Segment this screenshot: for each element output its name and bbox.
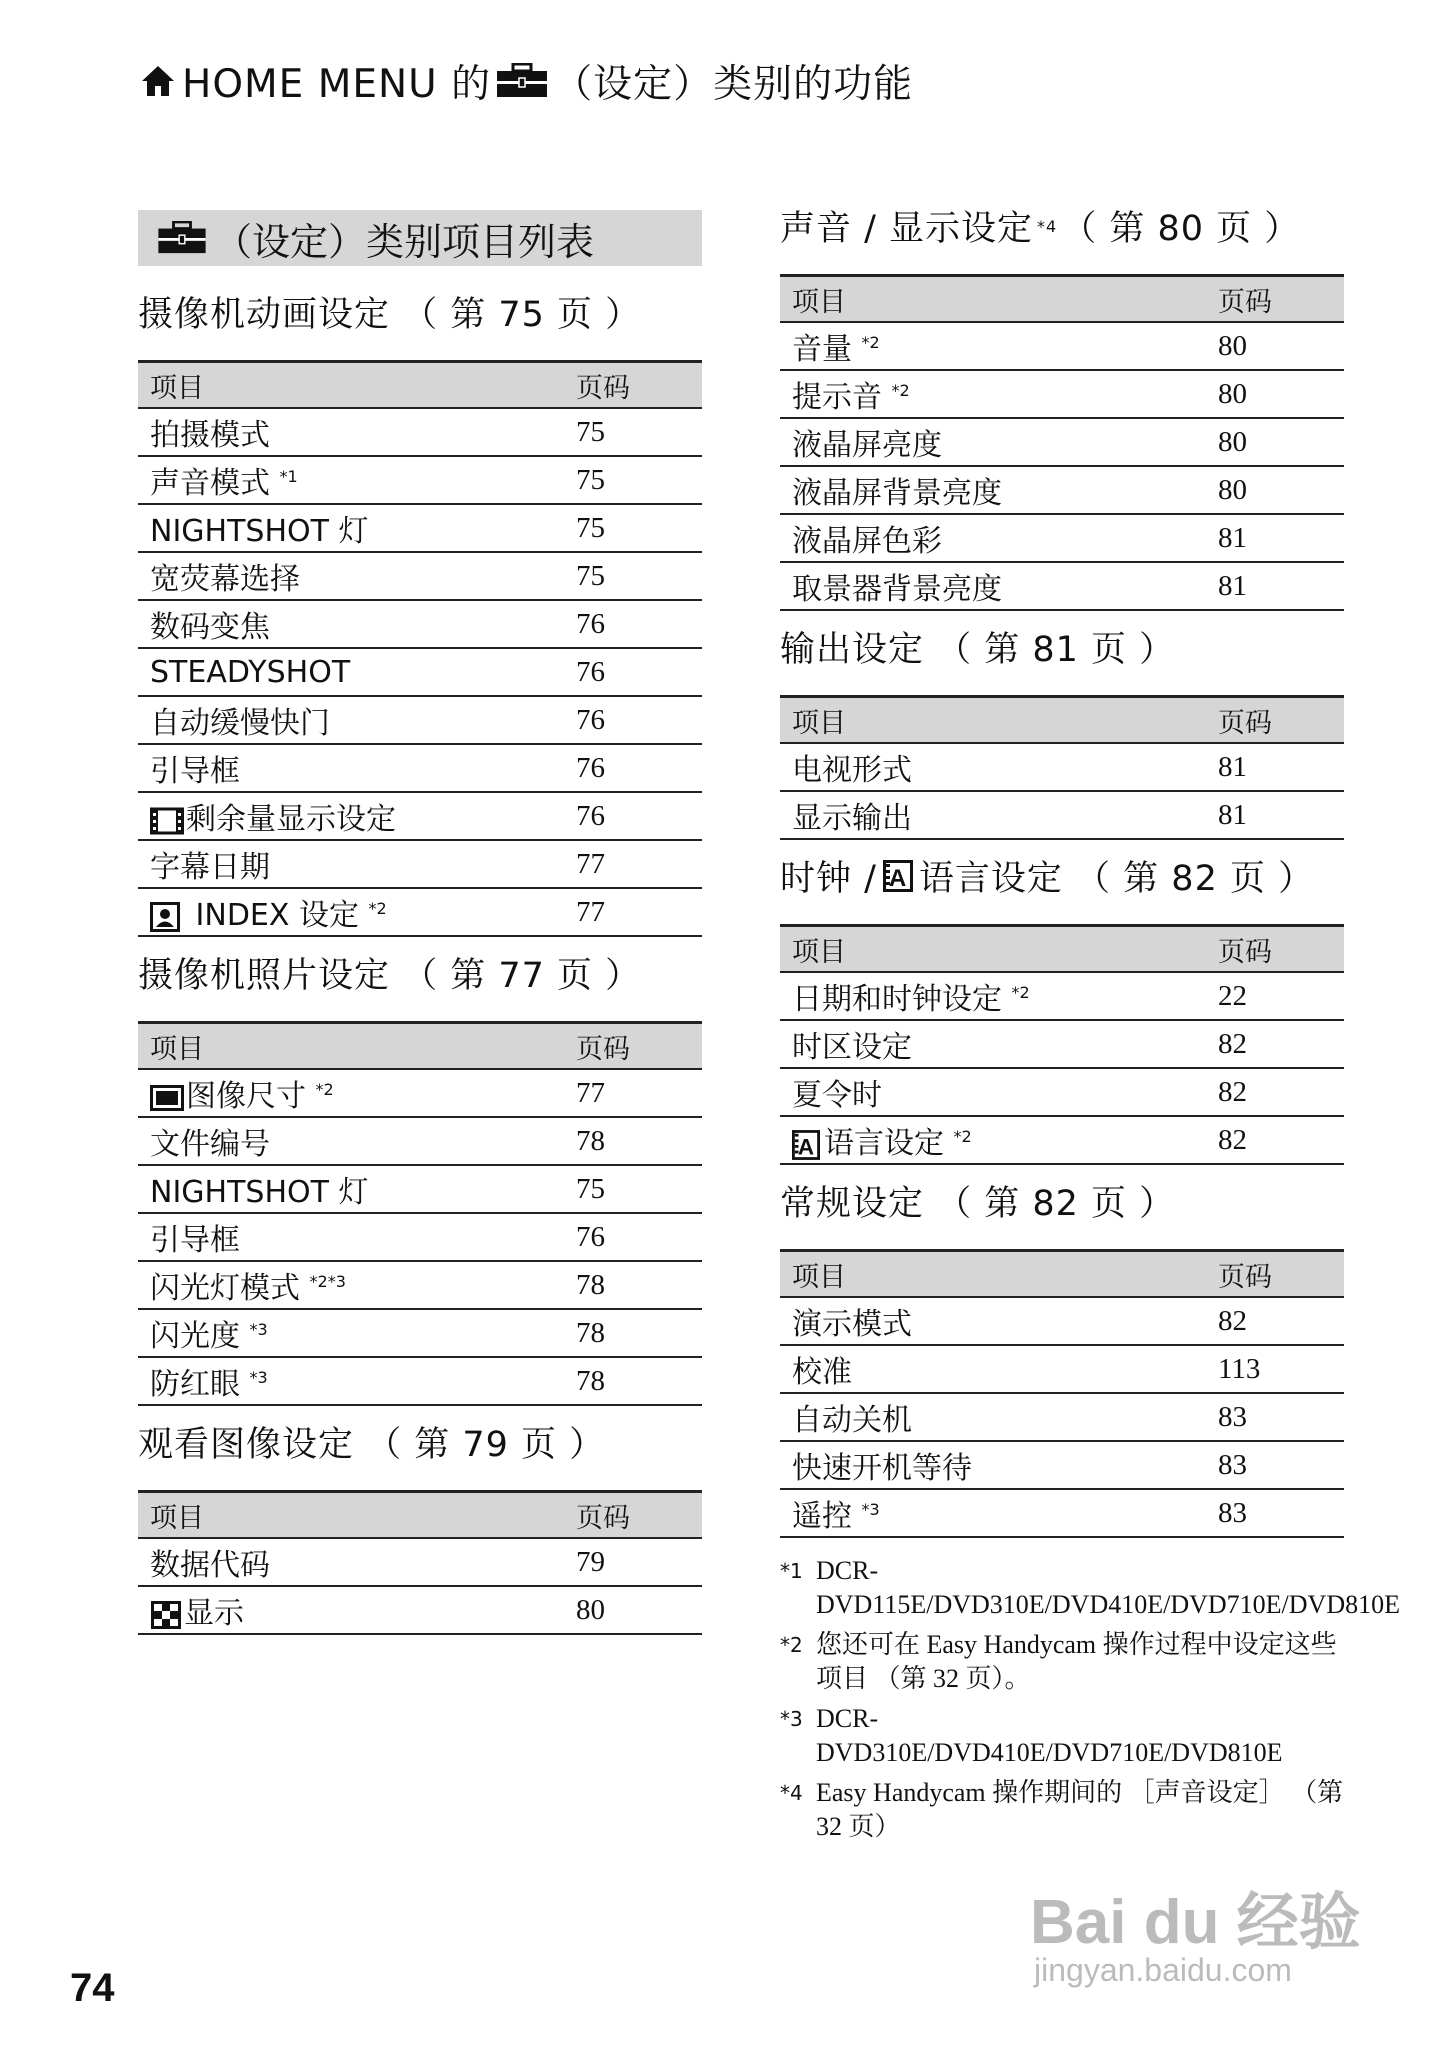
col-header-page: 页码 — [576, 1492, 702, 1539]
toolbox-icon — [495, 63, 549, 99]
col-header-item: 项目 — [138, 1023, 576, 1070]
table-output — [780, 695, 1344, 840]
footnote-ref: *3 — [249, 1320, 268, 1339]
col-header-page: 页码 — [1218, 697, 1344, 744]
table-row: 液晶屏亮度 80 — [780, 418, 1344, 466]
table-row: 电视形式 81 — [780, 743, 1344, 791]
page-number: 74 — [70, 1966, 115, 2010]
watermark-brand: Bai du 经验 — [1030, 1888, 1361, 1957]
table-general — [780, 1249, 1344, 1538]
table-row: 演示模式 82 — [780, 1297, 1344, 1345]
table-row: NIGHTSHOT 灯 75 — [138, 504, 702, 552]
table-row: 图像尺寸 $^{*2}$ 77 — [138, 1069, 702, 1117]
table-row: 显示输出 81 — [780, 791, 1344, 839]
table-row: 取景器背景亮度 81 — [780, 562, 1344, 610]
col-header-item: 项目 — [780, 926, 1218, 973]
col-header-item: 项目 — [780, 697, 1218, 744]
col-header-page: 页码 — [1218, 926, 1344, 973]
category-title-box — [138, 210, 702, 266]
index-face-icon — [150, 902, 180, 932]
table-row: 液晶屏色彩 81 — [780, 514, 1344, 562]
table-row: 引导框 76 — [138, 744, 702, 792]
section-title-camera-movie: 摄像机动画设定 （ 第 75 页 ） — [138, 295, 642, 335]
footnote-ref: *3 — [861, 1500, 880, 1519]
table-row: 快速开机等待 83 — [780, 1441, 1344, 1489]
table-row: 日期和时钟设定 $^{*2}$ 22 — [780, 972, 1344, 1020]
checker-display-icon — [150, 1600, 182, 1630]
header-title-suffix: （设定）类别的功能 — [553, 62, 914, 107]
table-row: 语言设定 $^{*2}$ 82 — [780, 1116, 1344, 1164]
home-icon — [140, 63, 176, 99]
section-title-output: 输出设定 （ 第 81 页 ） — [780, 630, 1176, 670]
footnote-ref: *1 — [279, 467, 298, 486]
footnote-ref: *2 — [861, 333, 880, 352]
table-row: 闪光灯模式 $^{*2*3}$ 78 — [138, 1261, 702, 1309]
language-a-icon — [883, 860, 913, 892]
footnote-ref: *2 — [891, 381, 910, 400]
table-row: INDEX 设定 $^{*2}$ 77 — [138, 888, 702, 936]
table-row: 引导框 76 — [138, 1213, 702, 1261]
col-header-item: 项目 — [780, 1251, 1218, 1298]
footnote-ref: *2 — [315, 1080, 334, 1099]
table-row: 剩余量显示设定 76 — [138, 792, 702, 840]
table-row: 遥控 $^{*3}$ 83 — [780, 1489, 1344, 1537]
header-title-prefix: HOME MENU 的 — [182, 62, 492, 107]
table-sound-display — [780, 274, 1344, 611]
table-row: NIGHTSHOT 灯 75 — [138, 1165, 702, 1213]
table-row: 防红眼 $^{*3}$ 78 — [138, 1357, 702, 1405]
left-column — [138, 210, 702, 1635]
footnote: *3 DCR-DVD310E/DVD410E/DVD710E/DVD810E — [780, 1704, 1283, 1767]
table-row: 数据代码 79 — [138, 1538, 702, 1586]
table-row: 拍摄模式 75 — [138, 408, 702, 456]
table-clock-language — [780, 924, 1344, 1165]
table-row: 声音模式 $^{*1}$ 75 — [138, 456, 702, 504]
col-header-item: 项目 — [138, 362, 576, 409]
page-header — [140, 56, 913, 106]
section-title-camera-photo: 摄像机照片设定 （ 第 77 页 ） — [138, 956, 642, 996]
col-header-item: 项目 — [780, 276, 1218, 323]
table-row: 显示 80 — [138, 1586, 702, 1634]
col-header-page: 页码 — [576, 362, 702, 409]
footnote-ref: *4 — [1037, 216, 1058, 236]
footnote: *4 Easy Handycam 操作期间的 ［声音设定］ （第 32 页） — [780, 1778, 1344, 1841]
footnote-ref: *2*3 — [309, 1272, 346, 1291]
footnote: *1 DCR-DVD115E/DVD310E/DVD410E/DVD710E/DVD810E — [780, 1556, 1400, 1619]
table-camera-movie — [138, 360, 702, 937]
table-row: STEADYSHOT 76 — [138, 648, 702, 696]
table-row: 闪光度 $^{*3}$ 78 — [138, 1309, 702, 1357]
col-header-page: 页码 — [576, 1023, 702, 1070]
right-column — [780, 200, 1400, 1850]
section-title-general: 常规设定 （ 第 82 页 ） — [780, 1184, 1176, 1224]
footnote-ref: *2 — [953, 1127, 972, 1146]
image-size-icon — [150, 1084, 184, 1112]
section-title-sound-display: 声音 / 显示设定 *4 （ 第 80 页 ） — [780, 209, 1301, 249]
watermark-url: jingyan.baidu.com — [1034, 1952, 1292, 1988]
table-row: 自动缓慢快门 76 — [138, 696, 702, 744]
table-row: 文件编号 78 — [138, 1117, 702, 1165]
table-row: 数码变焦 76 — [138, 600, 702, 648]
film-remaining-icon — [150, 806, 184, 836]
table-row: 宽荧幕选择 75 — [138, 552, 702, 600]
col-header-page: 页码 — [1218, 276, 1344, 323]
section-title-view-image: 观看图像设定 （ 第 79 页 ） — [138, 1425, 606, 1465]
table-row: 液晶屏背景亮度 80 — [780, 466, 1344, 514]
toolbox-icon — [156, 221, 208, 255]
table-view-image — [138, 1490, 702, 1635]
footnote-ref: *2 — [368, 899, 387, 918]
table-row: 时区设定 82 — [780, 1020, 1344, 1068]
table-camera-photo — [138, 1021, 702, 1406]
col-header-item: 项目 — [138, 1492, 576, 1539]
footnote-ref: *3 — [249, 1368, 268, 1387]
footnote: *2 您还可在 Easy Handycam 操作过程中设定这些项目 （第 32 页）。 — [780, 1630, 1337, 1693]
col-header-page: 页码 — [1218, 1251, 1344, 1298]
section-title-clock-language: 时钟 / 语言设定 （ 第 82 页 ） — [780, 859, 1315, 899]
footnote-ref: *2 — [1011, 983, 1030, 1002]
language-a-icon — [792, 1130, 820, 1160]
table-row: 提示音 $^{*2}$ 80 — [780, 370, 1344, 418]
table-row: 音量 $^{*2}$ 80 — [780, 322, 1344, 370]
category-title: （设定）类别项目列表 — [214, 219, 595, 264]
footnotes — [780, 1554, 1400, 1844]
table-row: 字幕日期 77 — [138, 840, 702, 888]
table-row: 自动关机 83 — [780, 1393, 1344, 1441]
table-row: 校准 113 — [780, 1345, 1344, 1393]
table-row: 夏令时 82 — [780, 1068, 1344, 1116]
